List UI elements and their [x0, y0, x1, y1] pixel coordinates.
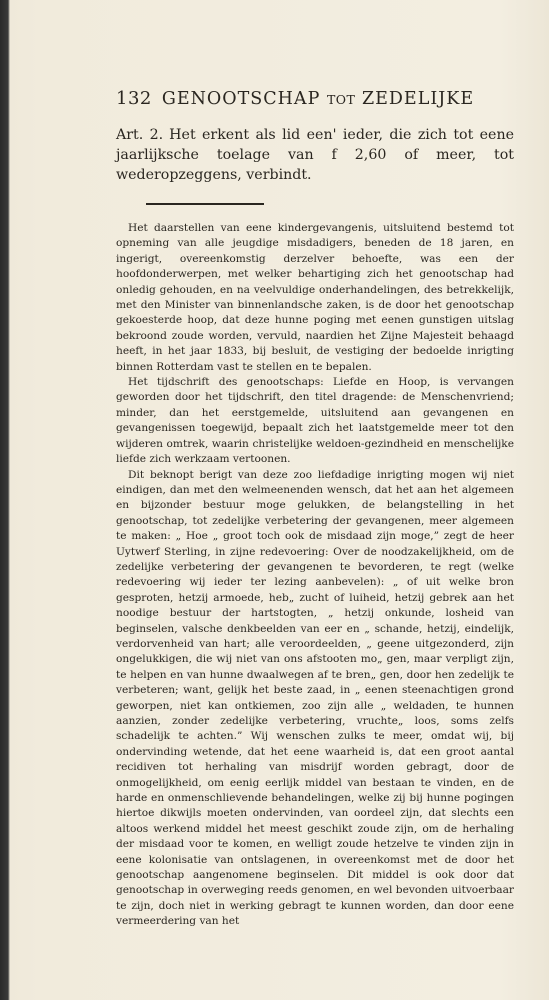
page-number: 132 [116, 88, 152, 109]
footnote-paragraph-2: Het tijdschrift des genootschaps: Liefde en Hoop, is vervangen geworden door het tijdschrift, den titel dragende: de Menschenvriend; minder, dan het eerstgemelde, uitsluitend aan gevangenen en gevangenissen toegewijd, bepaalt zich het laatstgemelde meer tot den wijderen omtrek, waarin christelijke weldoen-gezindheid en menschelijke liefde zich werkzaam vertoonen. [116, 376, 514, 466]
running-title-part-1: GENOOTSCHAP [161, 89, 321, 109]
footnote-paragraph-1: Het daarstellen van eene kindergevangenis, uitsluitend bestemd tot opneming van alle jeugdige misdadigers, beneden de 18 jaren, en ingerigt, overeenkomstig derzelver behoefte, was een der hoofdonderwerpen, met welker behartiging zich het genootschap had onledig gehouden, en na veelvuldige onderhandelingen, des betrekkelijk, met den Minister van binnenlandsche zaken, is de door het genootschap gekoesterde hoop, dat deze hunne poging met eenen gunstigen uitslag bekroond zoude worden, vervuld, naardien het Zijne Majesteit behaagd heeft, in het jaar 1833, bij besluit, de vestiging der bedoelde inrigting binnen Rotterdam vast te stellen en te bepalen. [116, 222, 514, 373]
article-text: Het erkent als lid een' ieder, die zich tot eene jaarlijksche toelage van f 2,60 of meer, tot wederopzeggens, verbindt. [116, 127, 514, 183]
page-content [116, 88, 514, 930]
running-title-small: TOT [326, 92, 356, 107]
footnote-block [116, 221, 514, 930]
running-title [162, 89, 474, 109]
article-label: Art. 2. [116, 127, 164, 143]
section-divider [146, 203, 264, 205]
running-title-part-2: ZEDELIJKE [361, 89, 475, 109]
running-header [116, 88, 514, 109]
article-2 [116, 125, 514, 185]
footnote-paragraph-3: Dit beknopt berigt van deze zoo liefdadige inrigting mogen wij niet eindigen, dan met den welmeenenden wensch, dat het aan het algemeen en bijzonder bestuur moge gelukken, de belangstelling in het genootschap, tot zedelijke verbetering der gevangenen, meer algemeen te maken: „ Hoe „ groot toch ook de misdaad zijn moge,” zegt de heer Uytwerf Sterling, in zijne redevoering: Over de noodzakelijkheid, om de zedelijke verbetering der gevangenen te bevorderen, te regt (welke redevoering wij ieder ter lezing aanbevelen): „ of uit welke bron gesproten, hetzij armoede, heb„ zucht of luiheid, hetzij gebrek aan het noodige bestuur der hartstogten, „ hetzij onkunde, losheid van beginselen, valsche denkbeelden van eer en „ schande, hetzij, eindelijk, verdorvenheid van hart; alle veroordeelden, „ geene uitgezonderd, zijn ongelukkigen, die wij niet van ons afstooten mo„ gen, maar verpligt zijn, te helpen en van hunne dwaalwegen af te bren„ gen, door hen zedelijk te verbeteren; want, gelijk het beste zaad, in „ eenen steenachtigen grond geworpen, niet kan ontkiemen, zoo zijn alle „ weldaden, te hunnen aanzien, zonder zedelijke verbetering, vruchte„ loos, soms zelfs schadelijk te achten.” Wij wenschen zulks te meer, omdat wij, bij ondervinding wetende, dat het eene waarheid is, dat een groot aantal recidiven tot herhaling van misdrijf worden gebragt, door de onmogelijkheid, om eenig eerlijk middel van bestaan te vinden, en de harde en onmenschlievende behandelingen, welke zij bij hunne pogingen hiertoe dikwijls moeten ondervinden, van oordeel zijn, dat slechts een altoos werkend middel het meest geschikt zoude zijn, om de herhaling der misdaad voor te komen, en welligt zoude hetzelve te vinden zijn in eene kolonisatie van ontslagenen, in overeenkomst met de door het genootschap aangenomene beginselen. Dit middel is ook door dat genootschap in overweging reeds genomen, en wel bevonden uitvoerbaar te zijn, doch niet in werking gebragt te kunnen worden, dan door eene vermeerdering van het [116, 468, 514, 928]
